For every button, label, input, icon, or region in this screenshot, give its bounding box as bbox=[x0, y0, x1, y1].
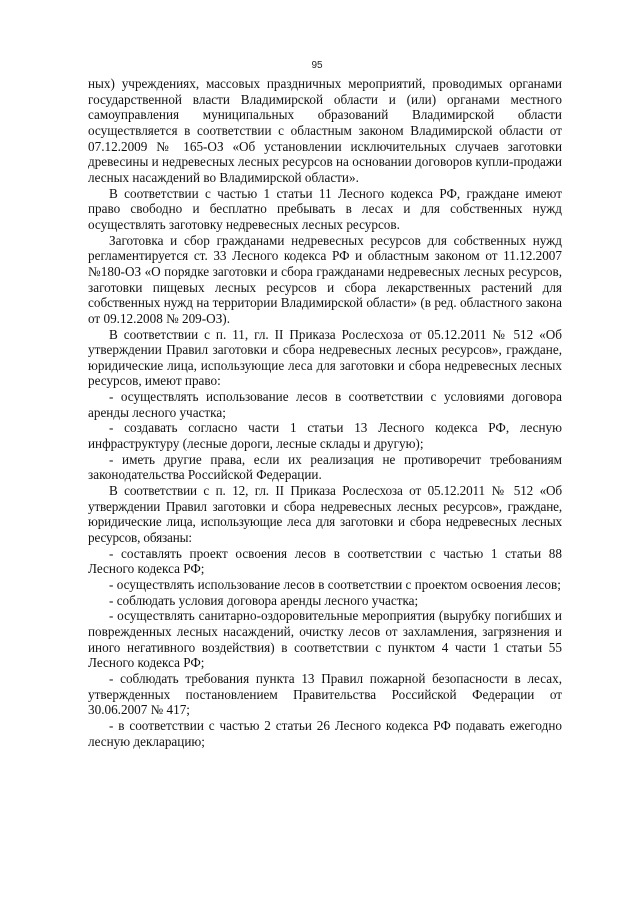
paragraph-rights-intro: В соответствии с п. 11, гл. II Приказа Рослесхоза от 05.12.2011 № 512 «Об утверждении Правил заготовки и сбора недревесных лесных ресурсов», граждане, юридические лица, использующие леса для заготовки и сбора недревесных лесных ресурсов, имеют право: bbox=[88, 326, 562, 389]
paragraph-continuation: ных) учреждениях, массовых праздничных мероприятий, проводимых органами государственной власти Владимирской области и (или) органами местного самоуправления муниципальных образований Владимирской области осуществляется в соответствии с областным законом Владимирской области от 07.12.2009 № 165-ОЗ «Об установлении исключительных случаев заготовки древесины и недревесных лесных ресурсов на основании договоров купли-продажи лесных насаждений во Владимирской области». bbox=[88, 76, 562, 185]
paragraph-obligations-intro: В соответствии с п. 12, гл. II Приказа Рослесхоза от 05.12.2011 № 512 «Об утверждении Правил заготовки и сбора недревесных лесных ресурсов», граждане, юридические лица, использующие леса для заготовки и сбора недревесных лесных ресурсов, обязаны: bbox=[88, 483, 562, 546]
list-item-obligation-2: - осуществлять использование лесов в соответствии с проектом освоения лесов; bbox=[109, 577, 561, 592]
paragraph-citizens-rights: В соответствии с частью 1 статьи 11 Лесного кодекса РФ, граждане имеют право свободно и бесплатно пребывать в лесах и для собственных нужд осуществлять заготовку недревесных лесных ресурсов. bbox=[88, 185, 562, 232]
list-item-obligation-3: - соблюдать условия договора аренды лесного участка; bbox=[109, 592, 419, 608]
list-item-right-2: - создавать согласно части 1 статьи 13 Лесного кодекса РФ, лесную инфраструктуру (лесные дороги, лесные склады и другую); bbox=[88, 420, 562, 452]
list-item-obligation-4: - осуществлять санитарно-оздоровительные мероприятия (вырубку погибших и поврежденных лесных насаждений, очистку лесов от захламления, загрязнения и иного негативного воздействия) в соответствии с пунктом 4 части 1 статьи 55 Лесного кодекса РФ; bbox=[88, 608, 562, 671]
page-number: 95 bbox=[311, 60, 323, 71]
paragraph-regulation: Заготовка и сбор гражданами недревесных ресурсов для собственных нужд регламентируется ст. 33 Лесного кодекса РФ и областным законом от 11.12.2007 №180-ОЗ «О порядке заготовки и сбора гражданами недревесных лесных ресурсов, заготовки пищевых лесных ресурсов и сбора лекарственных растений для собственных нужд на территории Владимирской области» (в ред. областного закона от 09.12.2008 № 209-ОЗ). bbox=[88, 232, 562, 326]
document-body bbox=[88, 76, 562, 749]
list-item-right-1: - осуществлять использование лесов в соответствии с условиями договора аренды лесного участка; bbox=[88, 389, 562, 420]
list-item-right-3: - иметь другие права, если их реализация не противоречит требованиям законодательства Российской Федерации. bbox=[88, 451, 562, 483]
list-item-obligation-5: - соблюдать требования пункта 13 Правил пожарной безопасности в лесах, утвержденных постановлением Правительства Российской Федерации от 30.06.2007 № 417; bbox=[88, 670, 562, 718]
list-item-obligation-6: - в соответствии с частью 2 статьи 26 Лесного кодекса РФ подавать ежегодно лесную декларацию; bbox=[88, 717, 562, 749]
list-item-obligation-1: - составлять проект освоения лесов в соответствии с частью 1 статьи 88 Лесного кодекса РФ; bbox=[88, 545, 562, 577]
